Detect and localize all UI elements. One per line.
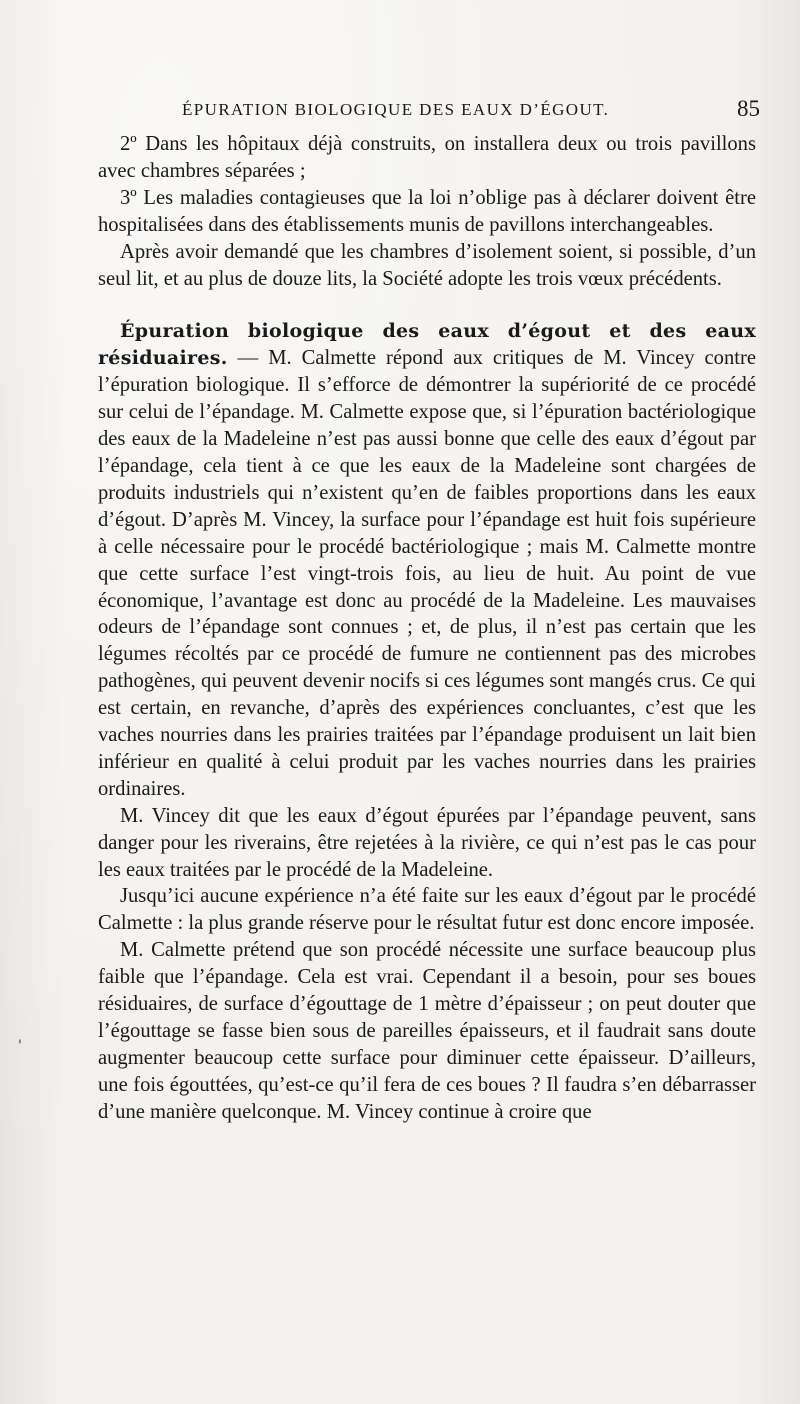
body-text (98, 131, 756, 1126)
paragraph-vincey-riverains: M. Vincey dit que les eaux d’égout épurées par l’épandage peuvent, sans danger pour les riverains, être rejetées à la rivière, ce qui n’est pas le cas pour les eaux traitées par le procédé de la Madeleine. (98, 804, 756, 881)
paragraph-no-experience: Jusqu’ici aucune expérience n’a été faite sur les eaux d’égout par le procédé Calmette : la plus grande réserve pour le résultat futur est donc encore imposée. (98, 885, 756, 935)
stray-ink-mark: ' (18, 1038, 22, 1054)
page-header (100, 96, 760, 126)
paragraph-calmette-surface: M. Calmette prétend que son procédé nécessite une surface beaucoup plus faible que l’épandage. Cela est vrai. Cependant il a besoin, pour ses boues résiduaires, de surface d’égouttage de 1 mètre d’épaisseur ; on peut douter que l’égouttage se fasse bien sous de pareilles épaisseurs, et il faudrait sans doute augmenter beaucoup cette surface pour diminuer cette épaisseur. D’ailleurs, une fois égouttées, qu’est-ce qu’il fera de ces boues ? Il faudra s’en débarrasser d’une manière quelconque. M. Vincey continue à croire que (98, 939, 756, 1123)
section-lead-text: — M. Calmette répond aux critiques de M. Vincey contre l’épuration biologique. Il s’efforce de démontrer la supériorité de ce procédé sur celui de l’épandage. M. Calmette expose que, si l’épuration bactériologique des eaux de la Madeleine n’est pas aussi bonne que celle des eaux d’égout par l’épandage, cela tient à ce que les eaux de la Madeleine sont chargées de produits industriels qui n’existent qu’en de faibles proportions dans les eaux d’égout. D’après M. Vincey, la surface pour l’épandage est huit fois supérieure à celle nécessaire pour le procédé bactériologique ; mais M. Calmette montre que cette surface l’est vingt-trois fois, au lieu de huit. Au point de vue économique, l’avantage est donc au procédé de la Madeleine. Les mauvaises odeurs de l’épandage sont connues ; et, de plus, il n’est pas certain que les légumes récoltés par ce procédé de fumure ne contiennent pas des microbes pathogènes, qui peuvent devenir nocifs si ces légumes sont mangés crus. Ce qui est certain, en revanche, d’après des expériences concluantes, c’est que les vaches nourries dans les prairies traitées par l’épandage produisent un lait bien inférieur en qualité à celui produit par les vaches nourries dans les prairies ordinaires. (98, 347, 756, 800)
section-title: Épuration biologique des eaux d’égout et des eaux résiduaires. (98, 320, 756, 370)
page-number: 85 (737, 96, 760, 121)
section-paragraph (98, 318, 756, 802)
paragraph-society-adopts: Après avoir demandé que les chambres d’isolement soient, si possible, d’un seul lit, et au plus de douze lits, la Société adopte les trois vœux précédents. (98, 240, 756, 290)
paragraph-recommendation-3: 3º Les maladies contagieuses que la loi n’oblige pas à déclarer doivent être hospitalisées dans des établissements munis de pavillons interchangeables. (98, 186, 756, 236)
paragraph-recommendation-2: 2º Dans les hôpitaux déjà construits, on installera deux ou trois pavillons avec chambres séparées ; (98, 133, 756, 182)
running-title: ÉPURATION BIOLOGIQUE DES EAUX D’ÉGOUT. (182, 100, 610, 119)
